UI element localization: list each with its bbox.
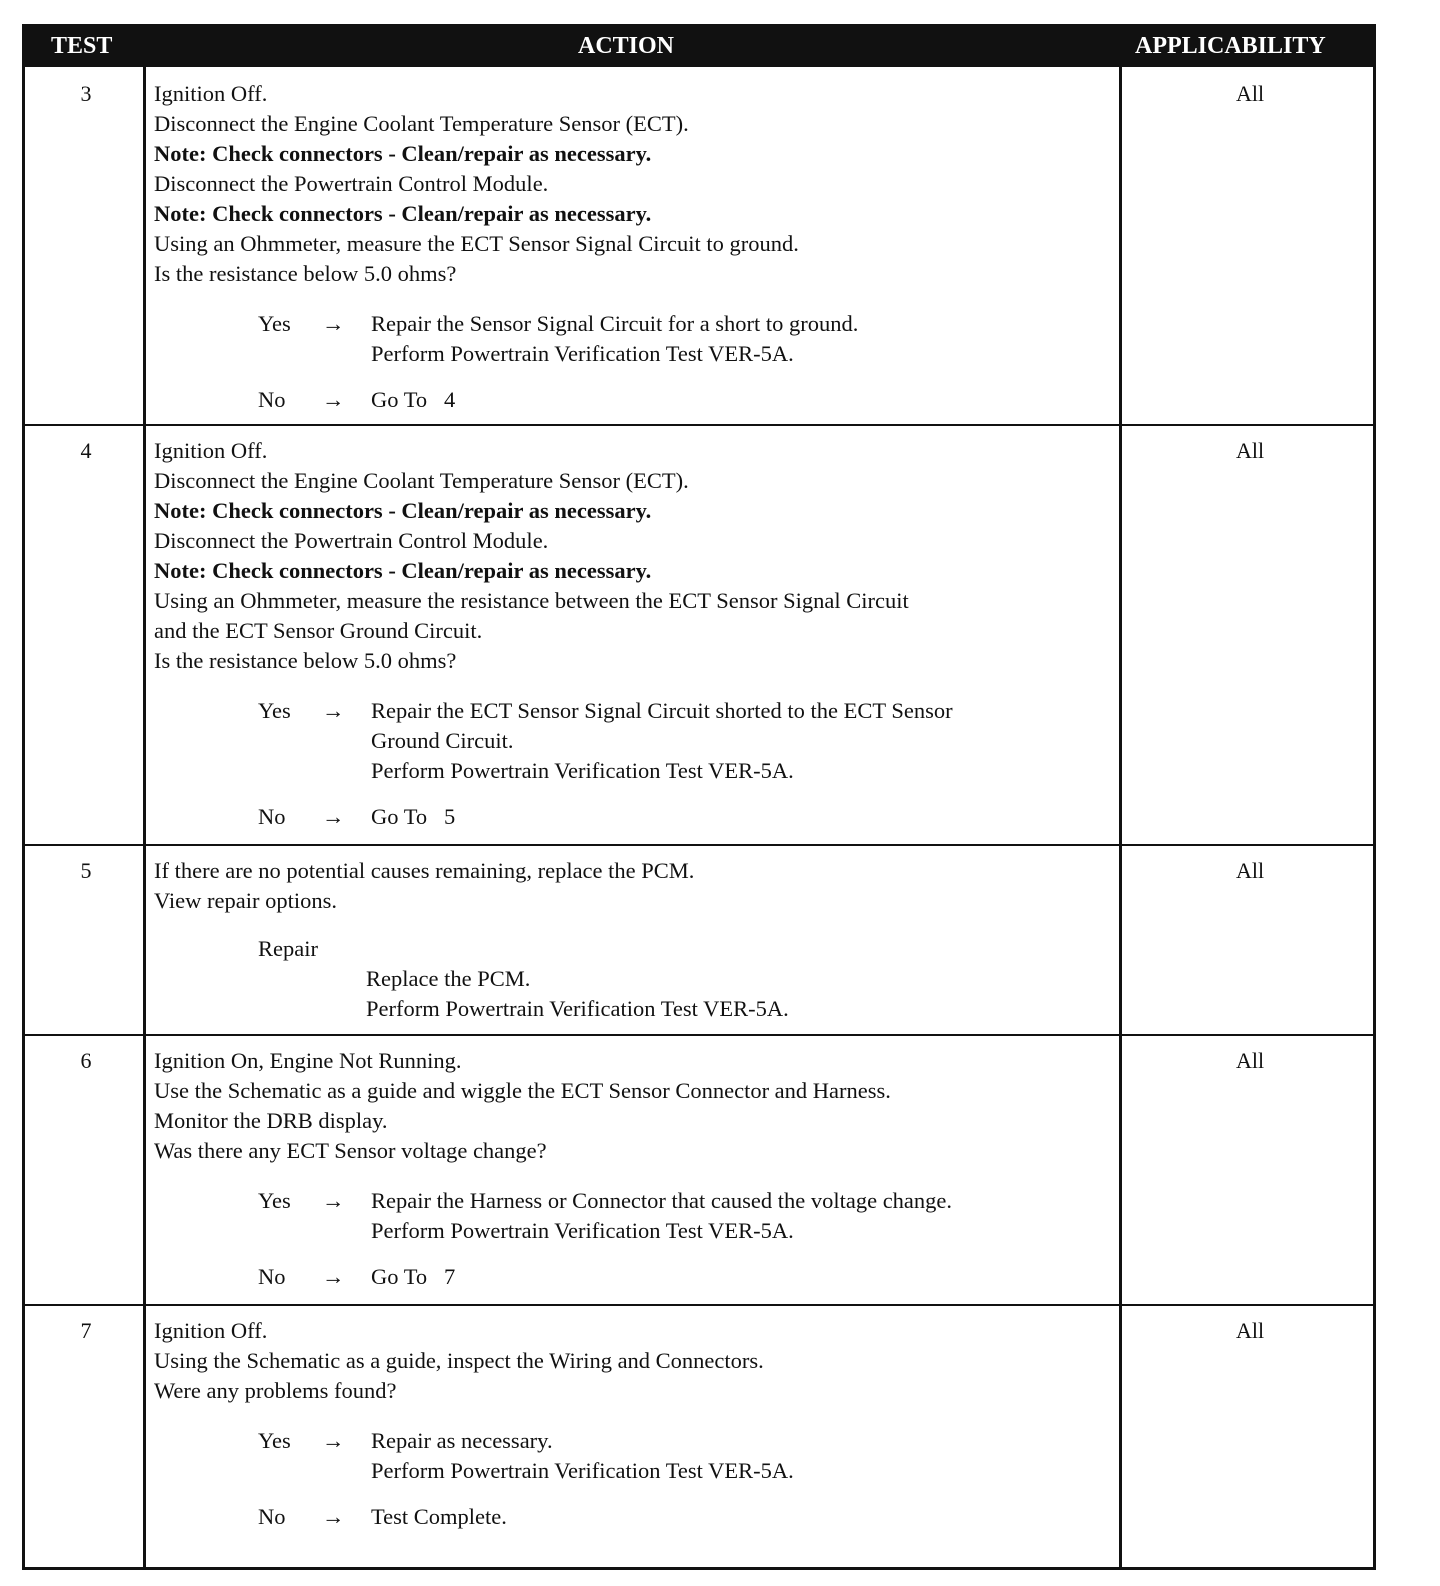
table-row [25,844,1373,1036]
no-branch [258,385,1129,415]
yes-branch [258,1426,1129,1486]
branch-text: Repair as necessary. [371,1428,553,1453]
arrow-icon: → [322,387,345,412]
arrow-icon: → [322,1428,345,1453]
test-number: 4 [80,438,92,463]
yes-label: Yes [258,311,291,336]
yes-label: Yes [258,1188,291,1213]
test-number: 3 [80,81,92,106]
table-row [25,1034,1373,1306]
step-text: Using the Schematic as a guide, inspect the Wiring and Connectors. [154,1348,764,1373]
yes-label: Yes [258,698,291,723]
test-number: 6 [80,1048,92,1073]
arrow-icon: → [322,698,345,723]
branch-text: Perform Powertrain Verification Test VER-5A. [371,1218,794,1243]
goto-link[interactable]: Go To 7 [371,1264,456,1289]
branch-text: Perform Powertrain Verification Test VER-5A. [371,758,794,783]
repair-text: Perform Powertrain Verification Test VER-5A. [366,996,789,1021]
arrow-icon: → [322,311,345,336]
no-branch [258,1262,1129,1292]
no-label: No [258,804,286,829]
note-text: Note: Check connectors - Clean/repair as necessary. [154,141,652,166]
question-text: Were any problems found? [154,1378,397,1403]
step-text: Disconnect the Powertrain Control Module. [154,528,549,553]
question-text: Was there any ECT Sensor voltage change? [154,1138,547,1163]
branch-text: Repair the ECT Sensor Signal Circuit shorted to the ECT Sensor [371,698,953,723]
yes-branch [258,696,1129,786]
note-text: Note: Check connectors - Clean/repair as necessary. [154,498,652,523]
step-text: and the ECT Sensor Ground Circuit. [154,618,483,643]
step-text: If there are no potential causes remaining, replace the PCM. [154,858,695,883]
question-text: Is the resistance below 5.0 ohms? [154,648,457,673]
step-text: View repair options. [154,888,337,913]
diagnostic-table [22,24,1376,1570]
header-test: TEST [51,33,113,59]
action-cell [154,436,1129,832]
step-text: Ignition Off. [154,438,268,463]
table-row [25,424,1373,846]
step-text: Using an Ohmmeter, measure the resistance between the ECT Sensor Signal Circuit [154,588,909,613]
applicability: All [1235,438,1265,463]
branch-text: Ground Circuit. [371,728,514,753]
action-cell [154,1046,1129,1292]
step-text: Disconnect the Powertrain Control Module. [154,171,549,196]
action-cell [154,1316,1129,1532]
arrow-icon: → [322,804,345,829]
applicability: All [1235,81,1265,106]
test-number: 5 [80,858,92,883]
step-text: Use the Schematic as a guide and wiggle the ECT Sensor Connector and Harness. [154,1078,891,1103]
no-label: No [258,1504,286,1529]
step-text: Using an Ohmmeter, measure the ECT Sensor Signal Circuit to ground. [154,231,799,256]
note-text: Note: Check connectors - Clean/repair as necessary. [154,558,652,583]
header-action: ACTION [578,33,675,59]
repair-text: Replace the PCM. [366,966,531,991]
no-label: No [258,387,286,412]
step-text: Monitor the DRB display. [154,1108,388,1133]
action-cell [154,79,1129,415]
step-text: Ignition On, Engine Not Running. [154,1048,462,1073]
no-branch [258,1502,1129,1532]
arrow-icon: → [322,1188,345,1213]
step-text: Disconnect the Engine Coolant Temperature Sensor (ECT). [154,111,689,136]
header-applicability: APPLICABILITY [1135,33,1326,59]
table-row [25,67,1373,426]
branch-text: Repair the Harness or Connector that caused the voltage change. [371,1188,953,1213]
arrow-icon: → [322,1264,345,1289]
goto-link[interactable]: Go To 5 [371,804,456,829]
no-label: No [258,1264,286,1289]
goto-link[interactable]: Go To 4 [371,387,456,412]
branch-text: Perform Powertrain Verification Test VER-5A. [371,341,794,366]
table-header [25,27,1373,67]
yes-branch [258,1186,1129,1246]
step-text: Ignition Off. [154,81,268,106]
yes-branch [258,309,1129,369]
test-number: 7 [80,1318,92,1343]
applicability: All [1235,1318,1265,1343]
arrow-icon: → [322,1504,345,1529]
table-row [25,1304,1373,1567]
branch-text: Test Complete. [371,1504,507,1529]
action-cell [154,856,1129,1024]
step-text: Disconnect the Engine Coolant Temperature Sensor (ECT). [154,468,689,493]
question-text: Is the resistance below 5.0 ohms? [154,261,457,286]
repair-label: Repair [258,936,318,961]
step-text: Ignition Off. [154,1318,268,1343]
applicability: All [1235,858,1265,883]
applicability: All [1235,1048,1265,1073]
no-branch [258,802,1129,832]
branch-text: Repair the Sensor Signal Circuit for a short to ground. [371,311,859,336]
branch-text: Perform Powertrain Verification Test VER-5A. [371,1458,794,1483]
note-text: Note: Check connectors - Clean/repair as necessary. [154,201,652,226]
yes-label: Yes [258,1428,291,1453]
